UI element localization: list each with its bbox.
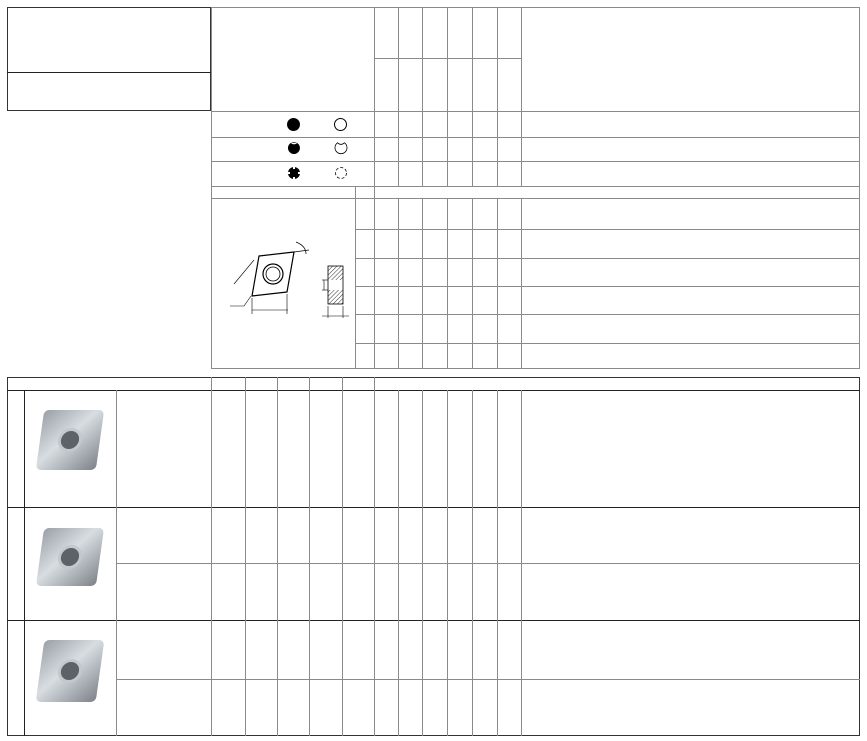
- dimensions-header: [211, 187, 355, 198]
- product-table: [7, 377, 860, 736]
- suitable-halfmoon-icon: [334, 141, 348, 155]
- insert-photo-gb: [36, 410, 104, 470]
- designation-header: [7, 378, 211, 390]
- group-gb: [27, 393, 38, 411]
- re-header: [211, 378, 245, 390]
- suitable-cross-icon: [334, 166, 348, 180]
- first-choice-dot-icon: [287, 118, 300, 131]
- vc-header: [374, 187, 860, 198]
- machining-row-stable: [213, 113, 373, 137]
- machining-row-unstable: [213, 162, 373, 186]
- s-header: [277, 378, 309, 390]
- insert-photo-ss: [36, 640, 105, 702]
- page-title: [7, 10, 211, 72]
- ic-header: [245, 378, 277, 390]
- machining-row-general: [213, 138, 373, 161]
- first-choice-cross-icon: [287, 166, 301, 180]
- suitable-ring-icon: [334, 118, 347, 131]
- le-header: [342, 378, 374, 390]
- stock-header: [374, 378, 860, 390]
- insert-dimension-diagram: [214, 236, 354, 336]
- first-choice-halfmoon-icon: [287, 141, 301, 155]
- group-gm: [27, 510, 38, 528]
- d1-header: [309, 378, 342, 390]
- group-ss: [27, 623, 38, 641]
- insert-photo-gm: [36, 528, 104, 586]
- iso-header: [355, 187, 374, 198]
